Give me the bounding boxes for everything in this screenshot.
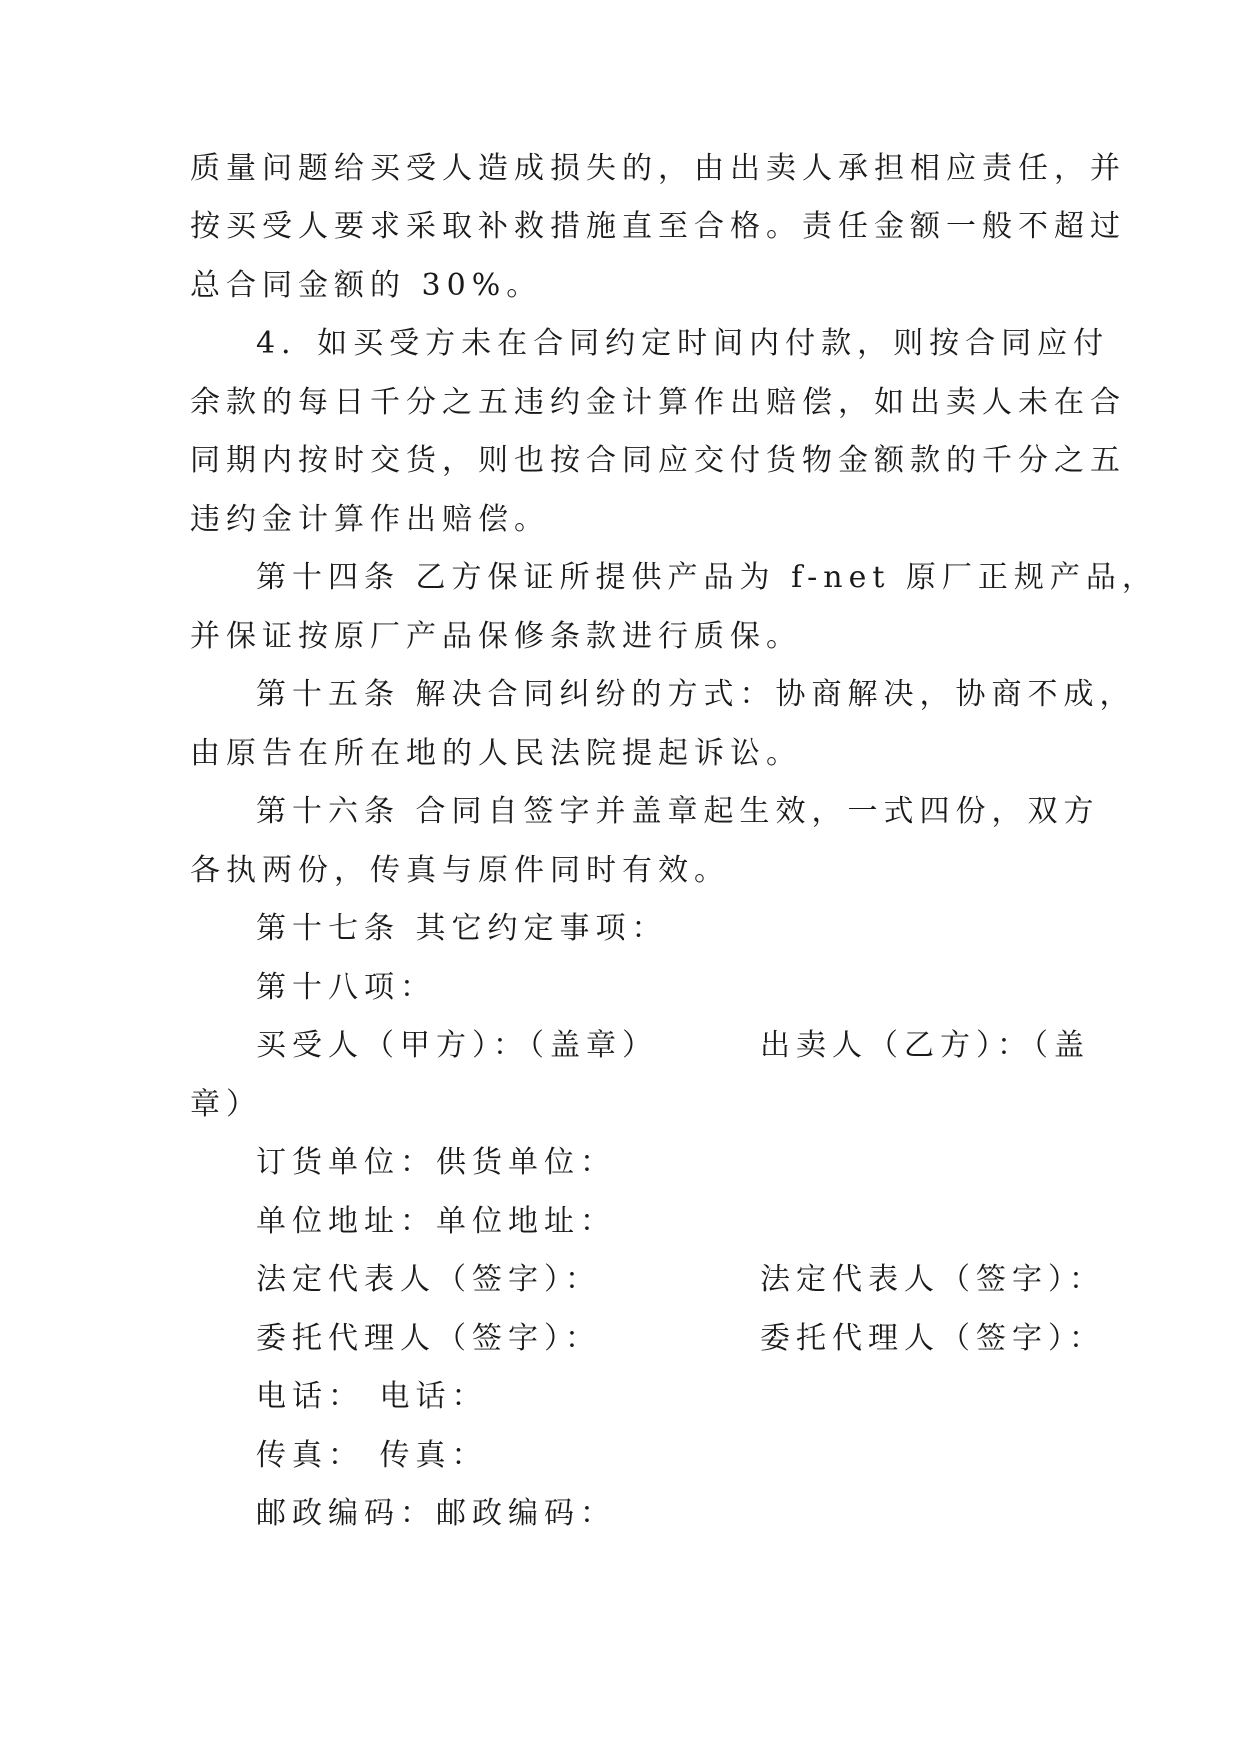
body-line-3: 总合同金额的 30%。	[190, 268, 543, 303]
article-17: 第十七条 其它约定事项：	[256, 911, 668, 946]
fax-row: 传真： 传真：	[256, 1438, 488, 1473]
buyer-seal-label: 买受人（甲方）：（盖章）	[256, 1028, 658, 1063]
seller-legal-rep: 法定代表人（签字）：	[760, 1262, 1105, 1297]
seller-seal-label: 出卖人（乙方）：（盖	[760, 1028, 1090, 1063]
body-line-2: 按买受人要求采取补救措施直至合格。责任金额一般不超过	[190, 209, 1126, 244]
phone-row: 电话： 电话：	[256, 1379, 488, 1414]
buyer-agent: 委托代理人（签字）：	[256, 1321, 601, 1356]
article-14-line-2: 并保证按原厂产品保修条款进行质保。	[190, 619, 802, 654]
postal-code-row: 邮政编码：邮政编码：	[256, 1496, 616, 1531]
buyer-legal-rep: 法定代表人（签字）：	[256, 1262, 601, 1297]
article-14-line-1: 第十四条 乙方保证所提供产品为 f-net 原厂正规产品，	[256, 560, 1158, 595]
article-16-line-2: 各执两份，传真与原件同时有效。	[190, 853, 730, 888]
clause-4-line-3: 同期内按时交货，则也按合同应交付货物金额款的千分之五	[190, 443, 1126, 478]
seller-seal-label-cont: 章）	[190, 1087, 262, 1122]
article-15-line-2: 由原告在所在地的人民法院提起诉讼。	[190, 736, 802, 771]
order-supply-unit: 订货单位：供货单位：	[256, 1145, 616, 1180]
article-16-line-1: 第十六条 合同自签字并盖章起生效，一式四份，双方	[256, 794, 1100, 829]
clause-4-line-1: 4．如买受方未在合同约定时间内付款，则按合同应付	[256, 326, 1110, 361]
article-15-line-1: 第十五条 解决合同纠纷的方式：协商解决，协商不成，	[256, 677, 1136, 712]
clause-4-line-2: 余款的每日千分之五违约金计算作出赔偿，如出卖人未在合	[190, 385, 1126, 420]
seller-agent: 委托代理人（签字）：	[760, 1321, 1105, 1356]
item-18: 第十八项：	[256, 970, 436, 1005]
body-line-1: 质量问题给买受人造成损失的，由出卖人承担相应责任，并	[190, 151, 1126, 186]
clause-4-line-4: 违约金计算作出赔偿。	[190, 502, 550, 537]
unit-address: 单位地址：单位地址：	[256, 1204, 616, 1239]
